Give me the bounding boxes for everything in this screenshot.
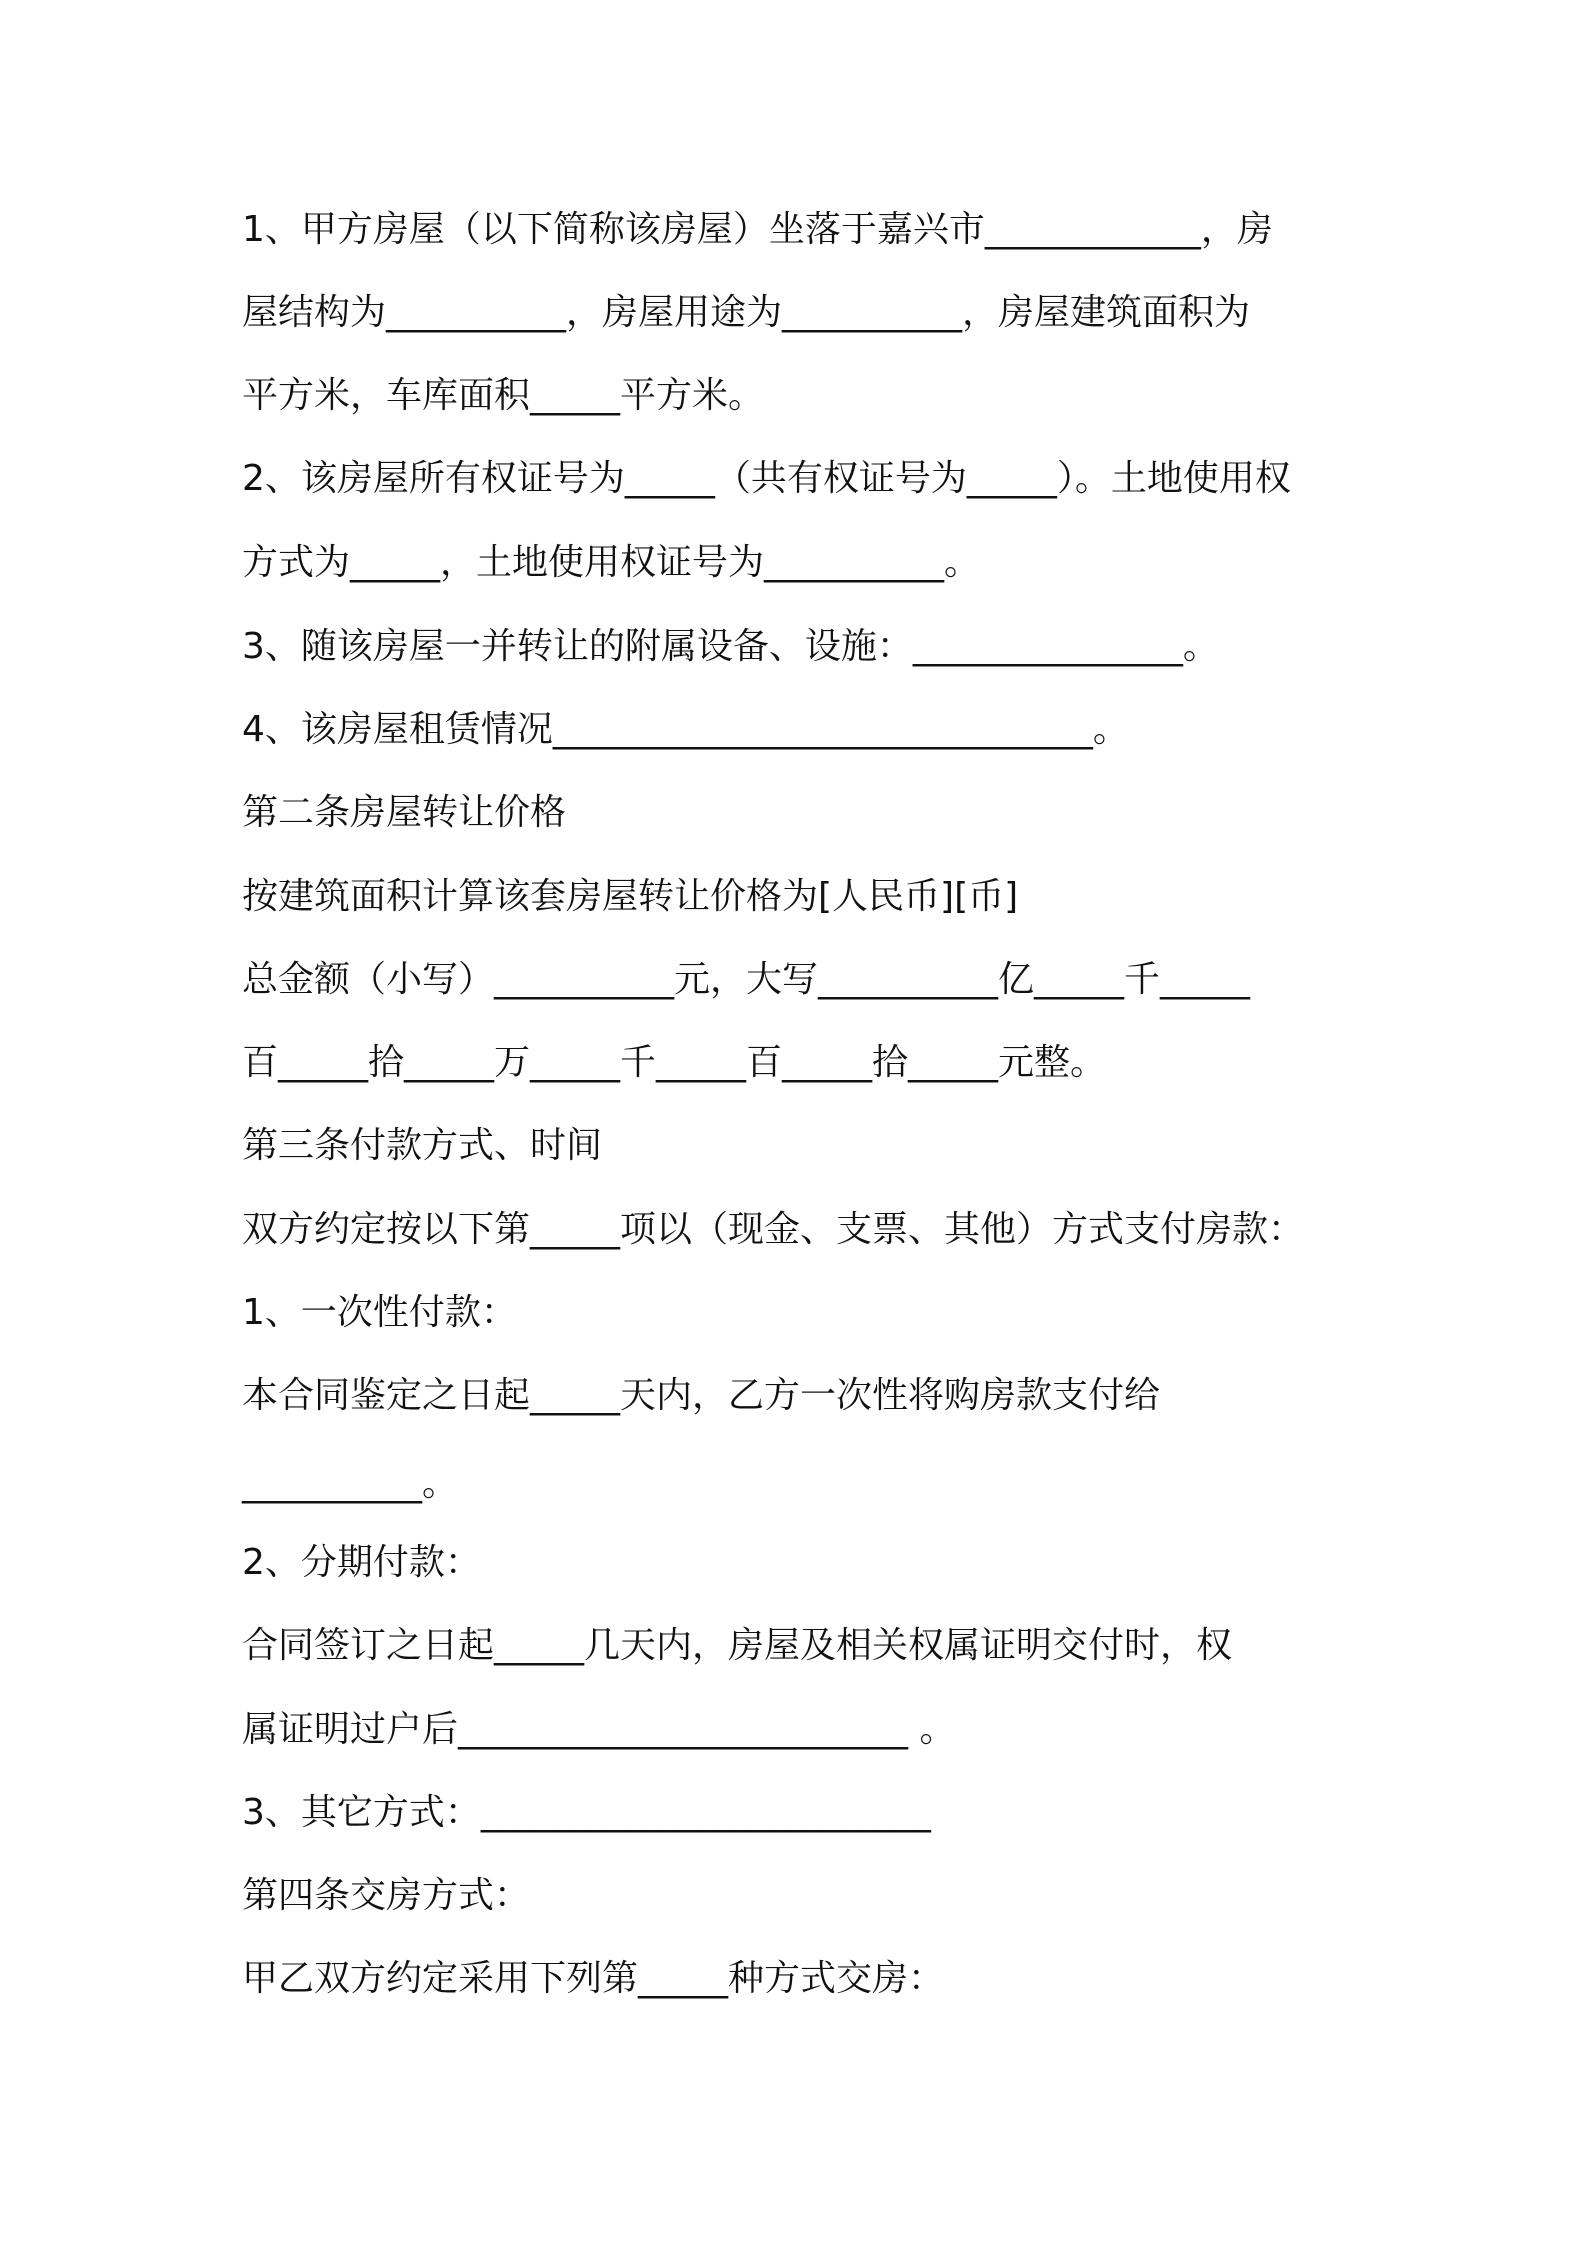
section-heading-payment: 第三条付款方式、时间 [242, 1125, 603, 1166]
text-line-17: 2、分期付款： [242, 1542, 481, 1583]
text-line-5: 方式为_____，土地使用权证号为__________。 [242, 542, 981, 583]
text-line-22: 甲乙双方约定采用下列第_____种方式交房： [242, 1958, 945, 1999]
text-line-15: 本合同鉴定之日起_____天内，乙方一次性将购房款支付给 [242, 1375, 1161, 1416]
text-line-18: 合同签订之日起_____几天内，房屋及相关权属证明交付时，权 [242, 1625, 1233, 1666]
text-line-10: 总金额（小写）__________元，大写__________亿_____千_____ [242, 959, 1251, 1000]
section-heading-price: 第二条房屋转让价格 [242, 792, 567, 833]
text-line-4: 2、该房屋所有权证号为_____（共有权证号为_____）。土地使用权 [242, 458, 1291, 499]
text-line-2: 屋结构为__________，房屋用途为__________，房屋建筑面积为 [242, 292, 1251, 333]
text-line-11: 百_____拾_____万_____千_____百_____拾_____元整。 [242, 1042, 1107, 1083]
text-line-3: 平方米，车库面积_____平方米。 [242, 375, 765, 416]
text-line-19: 属证明过户后_________________________ 。 [242, 1709, 956, 1750]
text-line-13: 双方约定按以下第_____项以（现金、支票、其他）方式支付房款： [242, 1209, 1305, 1250]
text-line-16: __________。 [242, 1463, 459, 1504]
section-heading-delivery: 第四条交房方式： [242, 1875, 531, 1916]
text-line-7: 4、该房屋租赁情况______________________________。 [242, 709, 1129, 750]
text-line-14: 1、一次性付款： [242, 1292, 517, 1333]
text-line-20: 3、其它方式：_________________________ [242, 1792, 931, 1833]
text-line-6: 3、随该房屋一并转让的附属设备、设施：_______________。 [242, 626, 1219, 667]
text-line-9: 按建筑面积计算该套房屋转让价格为[人民币][币] [242, 876, 1019, 917]
text-line-1: 1、甲方房屋（以下简称该房屋）坐落于嘉兴市____________，房 [242, 209, 1273, 250]
